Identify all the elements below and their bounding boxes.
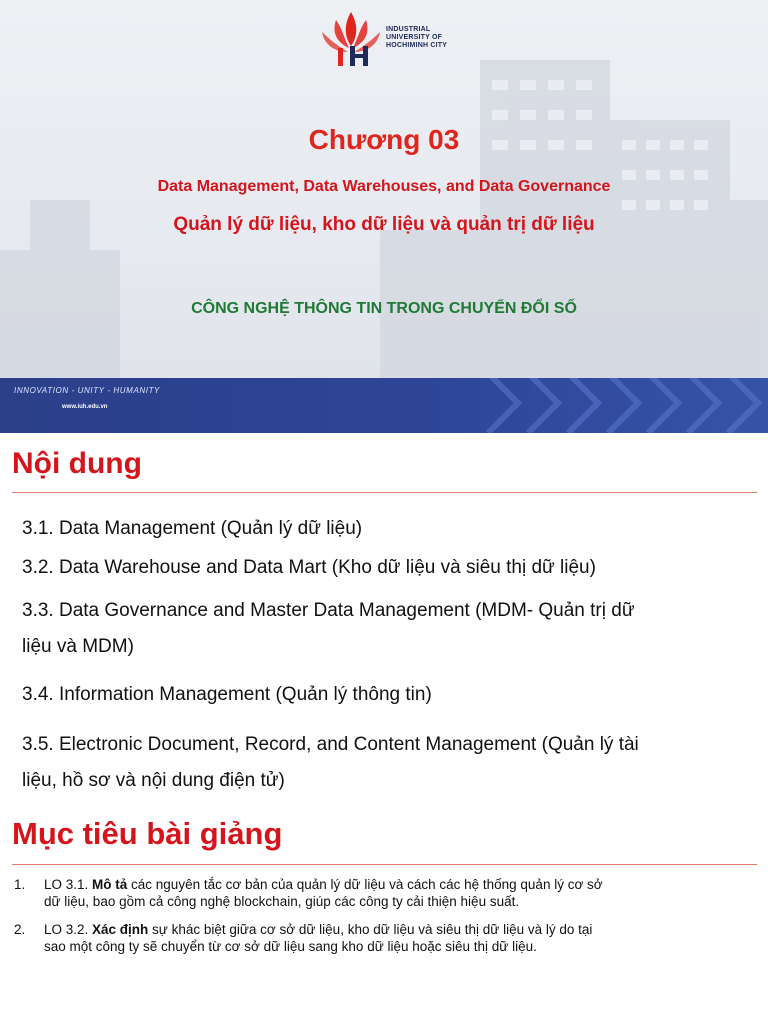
contents-heading: Nội dung [12,447,142,480]
heading-divider [12,864,757,865]
objective-item-1 [14,876,759,912]
motto-text: INNOVATION - UNITY - HUMANITY [14,386,160,395]
contents-item-3-1: 3.1. Data Management (Quản lý dữ liệu) [22,518,363,539]
logo-line-2: UNIVERSITY OF [386,34,443,41]
objective-text: các nguyên tắc cơ bản của quản lý dữ liệu và cách các hệ thống quản lý cơ sở [127,877,603,892]
contents-item-3-3: 3.3. Data Governance and Master Data Management (MDM- Quản trị dữ liệu và MDM) [22,600,635,657]
heading-divider [12,492,757,493]
contents-item-3-4: 3.4. Information Management (Quản lý thông tin) [22,684,432,705]
objective-item-2 [14,921,759,957]
footer-band [0,378,768,433]
objective-text: sự khác biệt giữa cơ sở dữ liệu, kho dữ liệu và siêu thị dữ liệu và lý do tại [148,922,593,937]
website-url: www.iuh.edu.vn [62,404,108,410]
objective-text-cont: dữ liệu, bao gồm cả công nghệ blockchain, giúp các công ty cải thiện hiệu suất. [44,894,520,909]
decorative-pattern-icon [478,378,768,433]
logo-line-3: HOCHIMINH CITY [386,42,448,49]
objectives-heading: Mục tiêu bài giảng [12,816,283,851]
objectives-slide [0,810,768,1024]
objective-verb: Xác định [92,922,149,937]
contents-slide [0,433,768,810]
objective-code: LO 3.1. [44,877,93,892]
chapter-subtitle-vi: Quản lý dữ liệu, kho dữ liệu và quản trị dữ liệu [173,214,595,235]
chapter-title: Chương 03 [308,124,460,155]
chapter-subtitle-en: Data Management, Data Warehouses, and Data Governance [157,178,611,195]
university-logo [316,6,466,70]
title-slide [0,0,768,433]
contents-item-3-5: 3.5. Electronic Document, Record, and Content Management (Quản lý tài liệu, hồ sơ và nội dung điện tử) [22,734,639,791]
logo-line-1: INDUSTRIAL [386,26,431,33]
course-name: CÔNG NGHỆ THÔNG TIN TRONG CHUYỂN ĐỔI SỐ [191,300,577,317]
objective-code: LO 3.2. [44,922,93,937]
objective-number: 2. [14,922,26,937]
lotus-logo-icon [316,6,386,70]
contents-item-3-2: 3.2. Data Warehouse and Data Mart (Kho dữ liệu và siêu thị dữ liệu) [22,557,596,578]
objective-verb: Mô tả [92,877,128,892]
objective-number: 1. [14,877,26,892]
objective-text-cont: sao một công ty sẽ chuyển từ cơ sở dữ liệu sang kho dữ liệu hoặc siêu thị dữ liệu. [44,939,537,954]
